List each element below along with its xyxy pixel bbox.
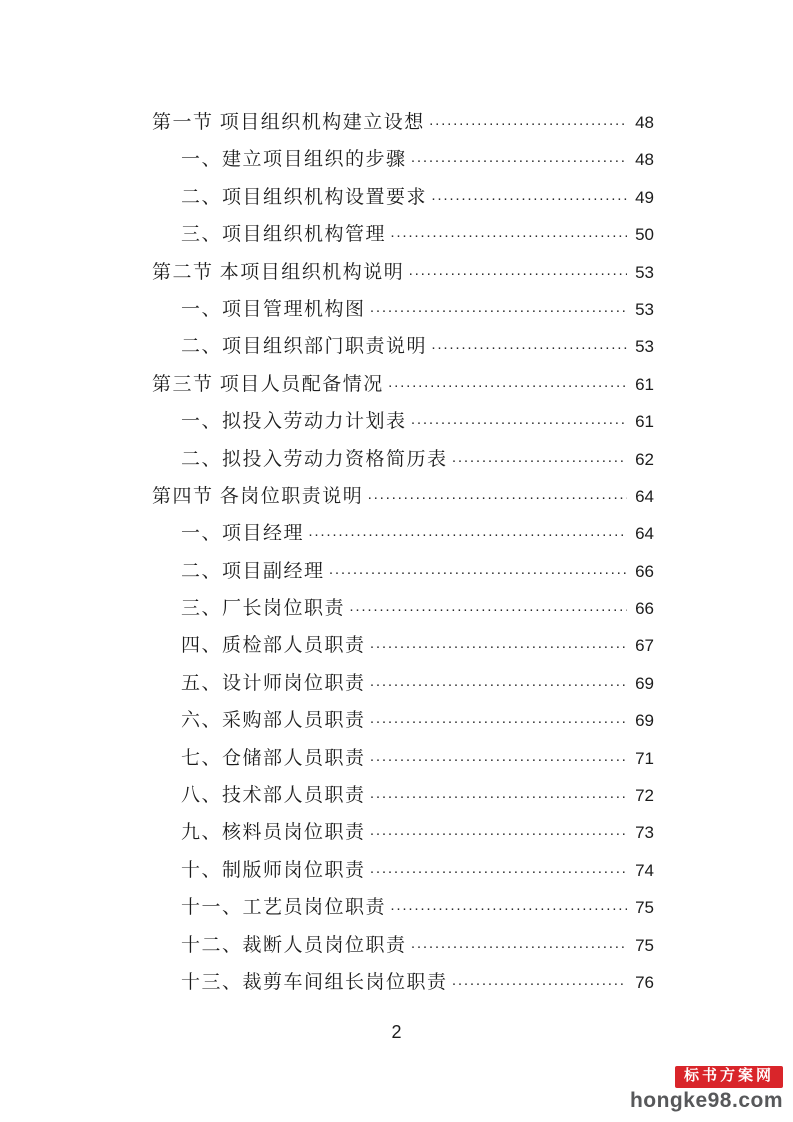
- toc-leader-dots: [408, 255, 627, 292]
- toc-entry-page: 49: [635, 187, 654, 207]
- toc-leader-dots: [431, 329, 627, 366]
- toc-leader-dots: [388, 367, 627, 404]
- toc-entry[interactable]: [152, 441, 654, 478]
- toc-entry-page: 71: [635, 748, 654, 768]
- toc-entry-label: 六、采购部人员职责: [181, 710, 366, 732]
- toc-entry-label: 七、仓储部人员职责: [181, 747, 366, 769]
- toc-leader-dots: [370, 628, 627, 665]
- toc-entry-label: 第三节 项目人员配备情况: [152, 373, 384, 395]
- toc-entry[interactable]: [152, 852, 654, 889]
- toc-entry-label: 十二、裁断人员岗位职责: [181, 934, 407, 956]
- toc-leader-dots: [390, 890, 627, 927]
- toc-entry[interactable]: [152, 179, 654, 216]
- toc-entry-page: 74: [635, 860, 654, 880]
- toc-entry[interactable]: [152, 702, 654, 739]
- toc-entry-page: 62: [635, 449, 654, 469]
- toc-entry-label: 第一节 项目组织机构建立设想: [152, 112, 425, 133]
- toc-entry-page: 61: [635, 374, 654, 394]
- toc-entry-page: 67: [635, 636, 654, 656]
- toc-entry-page: 69: [635, 673, 654, 693]
- toc-entry-page: 64: [635, 486, 654, 506]
- toc-entry-page: 48: [635, 150, 654, 170]
- toc-entry[interactable]: [152, 889, 654, 926]
- watermark-site-badge: 标书方案网: [675, 1066, 783, 1088]
- toc-leader-dots: [349, 591, 627, 628]
- toc-entry-page: 48: [635, 113, 654, 132]
- toc-leader-dots: [411, 928, 627, 965]
- toc-leader-dots: [329, 554, 627, 591]
- toc-entry-label: 九、核料员岗位职责: [181, 822, 366, 844]
- toc-entry-page: 50: [635, 225, 654, 245]
- toc-entry[interactable]: [152, 740, 654, 777]
- toc-entry[interactable]: [152, 254, 654, 291]
- toc-entry[interactable]: [152, 216, 654, 253]
- toc-entry-label: 二、拟投入劳动力资格简历表: [181, 448, 448, 470]
- toc-entry-label: 三、项目组织机构管理: [181, 224, 387, 246]
- toc-entry-page: 66: [635, 599, 654, 619]
- toc-leader-dots: [370, 666, 627, 703]
- toc-entry-label: 五、设计师岗位职责: [181, 672, 366, 694]
- toc-entry-label: 第四节 各岗位职责说明: [152, 485, 364, 507]
- toc-entry-label: 四、质检部人员职责: [181, 635, 366, 657]
- toc-leader-dots: [452, 442, 627, 479]
- toc-leader-dots: [370, 292, 627, 329]
- toc-entry-page: 64: [635, 524, 654, 544]
- toc-entry-page: 73: [635, 823, 654, 843]
- toc-leader-dots: [390, 217, 627, 254]
- toc-entry-page: 72: [635, 786, 654, 806]
- toc-entry[interactable]: [152, 927, 654, 964]
- toc-entry[interactable]: [152, 366, 654, 403]
- toc-entry[interactable]: [152, 590, 654, 627]
- toc-entry[interactable]: [152, 328, 654, 365]
- toc-leader-dots: [411, 404, 627, 441]
- toc-entry[interactable]: [152, 964, 654, 1001]
- toc-entry-label: 一、项目经理: [181, 523, 305, 545]
- toc-entry-label: 十三、裁剪车间组长岗位职责: [181, 971, 448, 993]
- toc-entry[interactable]: [152, 553, 654, 590]
- toc-entry-label: 二、项目组织机构设置要求: [181, 186, 428, 208]
- toc-entry-label: 二、项目副经理: [181, 560, 325, 582]
- toc-leader-dots: [429, 105, 627, 142]
- toc-entry-page: 75: [635, 898, 654, 918]
- toc-leader-dots: [431, 180, 627, 217]
- toc-leader-dots: [452, 965, 627, 1002]
- toc-leader-dots: [367, 479, 627, 516]
- toc-entry[interactable]: [152, 403, 654, 440]
- toc-entry-page: 76: [635, 972, 654, 992]
- toc-leader-dots: [370, 703, 627, 740]
- toc-leader-dots: [370, 741, 627, 778]
- toc-entry-page: 61: [635, 412, 654, 432]
- toc-entry[interactable]: [152, 814, 654, 851]
- toc-entry[interactable]: [152, 665, 654, 702]
- toc-leader-dots: [411, 142, 627, 179]
- toc-entry[interactable]: [152, 291, 654, 328]
- toc-entry[interactable]: [152, 104, 654, 141]
- toc: [152, 104, 654, 1001]
- toc-entry-page: 75: [635, 935, 654, 955]
- toc-leader-dots: [370, 853, 627, 890]
- toc-entry-label: 二、项目组织部门职责说明: [181, 336, 428, 358]
- toc-entry-page: 69: [635, 711, 654, 731]
- toc-entry[interactable]: [152, 777, 654, 814]
- toc-entry-page: 53: [635, 299, 654, 319]
- toc-entry-label: 三、厂长岗位职责: [181, 598, 346, 620]
- toc-entry-label: 十、制版师岗位职责: [181, 859, 366, 881]
- toc-entry-label: 一、拟投入劳动力计划表: [181, 411, 407, 433]
- toc-entry-page: 66: [635, 561, 654, 581]
- toc-entry-label: 八、技术部人员职责: [181, 785, 366, 807]
- toc-entry-page: 53: [635, 262, 654, 282]
- toc-leader-dots: [370, 778, 627, 815]
- toc-entry-label: 一、项目管理机构图: [181, 298, 366, 320]
- watermark[interactable]: [630, 1066, 783, 1112]
- toc-entry[interactable]: [152, 141, 654, 178]
- toc-leader-dots: [370, 815, 627, 852]
- toc-entry[interactable]: [152, 478, 654, 515]
- toc-entry[interactable]: [152, 515, 654, 552]
- toc-leader-dots: [308, 516, 627, 553]
- toc-entry-label: 十一、工艺员岗位职责: [181, 897, 387, 919]
- toc-entry-label: 第二节 本项目组织机构说明: [152, 261, 405, 283]
- toc-entry-page: 53: [635, 337, 654, 357]
- watermark-domain-link[interactable]: hongke98.com: [629, 1088, 783, 1112]
- toc-entry-label: 一、建立项目组织的步骤: [181, 149, 407, 171]
- page-number: 2: [391, 1022, 402, 1042]
- toc-entry[interactable]: [152, 627, 654, 664]
